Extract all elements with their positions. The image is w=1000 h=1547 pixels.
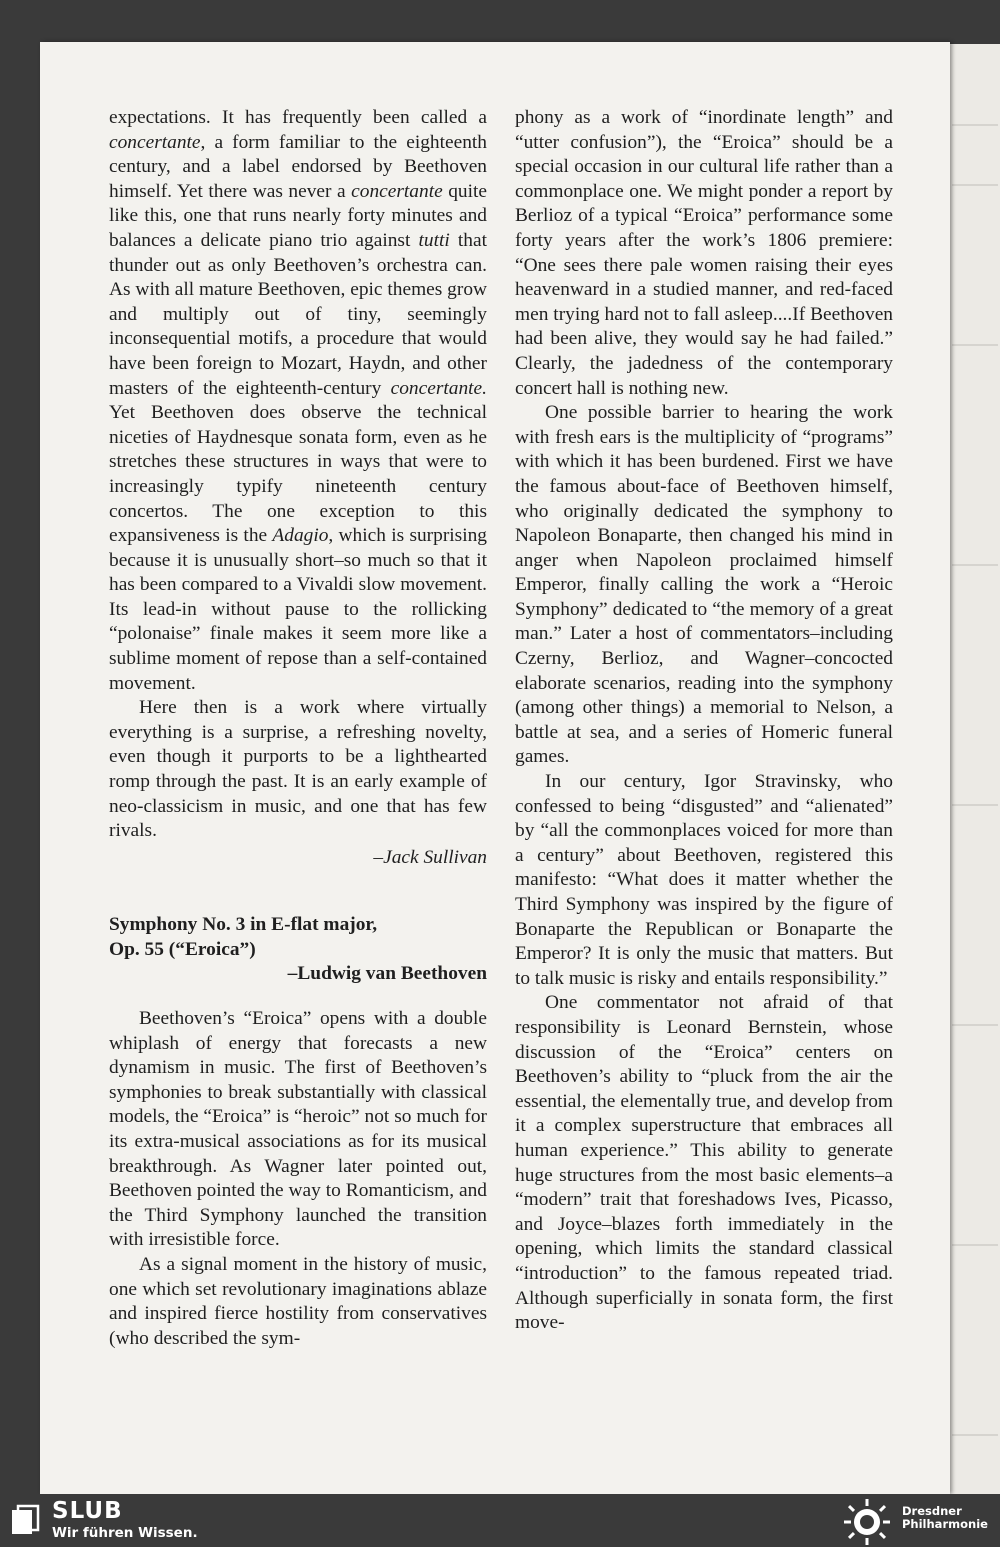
library-slogan: Wir führen Wissen. — [52, 1525, 198, 1541]
paragraph-stravinsky: In our century, Igor Stravinsky, who confessed to being “disgusted” and “alienated” by “all the commonplaces voiced for more than a century” about Beethoven, registered this manifesto: “What does it matter whether the Third Symphony was inspired by the figure of Bonaparte the Republican or Bonaparte the Emperor? It is only the music that matters. But to talk music is risky and entails responsibility.” — [515, 771, 893, 989]
partner-name-line2: Philharmonie — [902, 1517, 988, 1531]
heading-title: Symphony No. 3 in E-flat major, — [109, 914, 378, 936]
paragraph-surprise: Here then is a work where virtually everything is a surprise, a refreshing novelty, even though it purports to be a lighthearted romp through the past. It is an early example of neo-classicism in music, and one that has few rivals. — [109, 697, 487, 842]
left-text-column — [109, 106, 487, 1351]
section-heading — [109, 912, 487, 962]
philharmonie-logo-icon[interactable] — [840, 1498, 894, 1546]
paragraph-berlioz-report: phony as a work of “inordinate length” and “utter confusion”), the “Eroica” should be a special occasion in our cultural life rather than a commonplace one. We might ponder a report by Berlioz of a typical “Eroica” performance some forty years after the work’s 1806 premiere: “One sees there pale women raising their eyes heavenward in a studied manner, and red-faced men trying hard not to fall asleep....If Beethoven had been alive, they would say he had failed.” Clearly, the jadedness of the contemporary concert hall is nothing new. — [515, 107, 893, 399]
paragraph-eroica-opening: Beethoven’s “Eroica” opens with a double whiplash of energy that forecasts a new dynamism in music. The first of Beethoven’s symphonies to break substantially with classical models, the “Eroica” is “heroic” not so much for its extra-musical associations as for its musical breakthrough. As Wagner later pointed out, Beethoven pointed the way to Romanticism, and the Third Symphony launched the transition with irresistible force. — [109, 1008, 487, 1251]
heading-composer: –Ludwig van Beethoven — [287, 963, 487, 985]
paragraph-programs: One possible barrier to hearing the work with fresh ears is the multiplicity of “programs” with which it has been burdened. First we have the famous about-face of Beethoven himself, who originally dedicated the symphony to Napoleon Bonaparte, then changed his mind in anger when Napoleon proclaimed himself Emperor, finally calling the work a “Heroic Symphony” dedicated to “the memory of a great man.” Later a host of commentators–including Czerny, Berlioz, and Wagner–concocted elaborate scenarios, reading into the symphony (among other things) a memorial to Nelson, a battle at sea, and a series of Homeric funeral games. — [515, 402, 893, 768]
footer-bar — [0, 1494, 1000, 1547]
paragraph-concertante: expectations. It has frequently been called a concertante, a form familiar to the eighteenth century, and a label endorsed by Beethoven himself. Yet there was never a concertante quite like this, one that runs nearly forty minutes and balances a delicate piano trio against tutti that thunder out as only Beethoven’s orchestra can. As with all mature Beethoven, epic themes grow and multiply out of tiny, seemingly inconsequential motifs, a procedure that would have been foreign to Mozart, Haydn, and other masters of the eighteenth-century concertante. Yet Beethoven does observe the technical niceties of Haydnesque sonata form, even as he stretches these structures in ways that were to increasingly typify nineteenth century concertos. The one exception to this expansiveness is the Adagio, which is surprising because it is unusually short–so much so that it has been compared to a Vivaldi slow movement. Its lead-in without pause to the rollicking “polonaise” finale makes it seem more like a sublime moment of repose than a self-contained movement. — [109, 107, 488, 694]
heading-opus: Op. 55 (“Eroica”) — [109, 939, 256, 961]
slub-logo-icon[interactable] — [10, 1504, 40, 1536]
paragraph-signal-moment: As a signal moment in the history of music, one which set revolutionary imaginations ablaze and inspired fierce hostility from conservatives (who described the sym- — [109, 1253, 487, 1349]
adjacent-page-edge — [950, 44, 1000, 1494]
paragraph-bernstein: One commentator not afraid of that responsibility is Leonard Bernstein, whose discussion of the “Eroica” centers on Beethoven’s ability to “pluck from the air the essential, the elementally true, and develop from it a complex superstructure that embraces all human experience.” This ability to generate huge structures from the most basic elements–a “modern” trait that foreshadows Ives, Picasso, and Joyce–blazes forth immediately in the opening, which limits the standard classical “introduction” to the famous repeated triad. Although superficially in sonata form, the first move- — [515, 992, 893, 1334]
library-name[interactable]: SLUB — [52, 1498, 123, 1524]
author-signature: –Jack Sullivan — [373, 846, 487, 868]
partner-name-line1: Dresdner — [902, 1504, 962, 1518]
partner-name[interactable] — [902, 1505, 988, 1531]
right-text-column — [515, 106, 893, 1336]
